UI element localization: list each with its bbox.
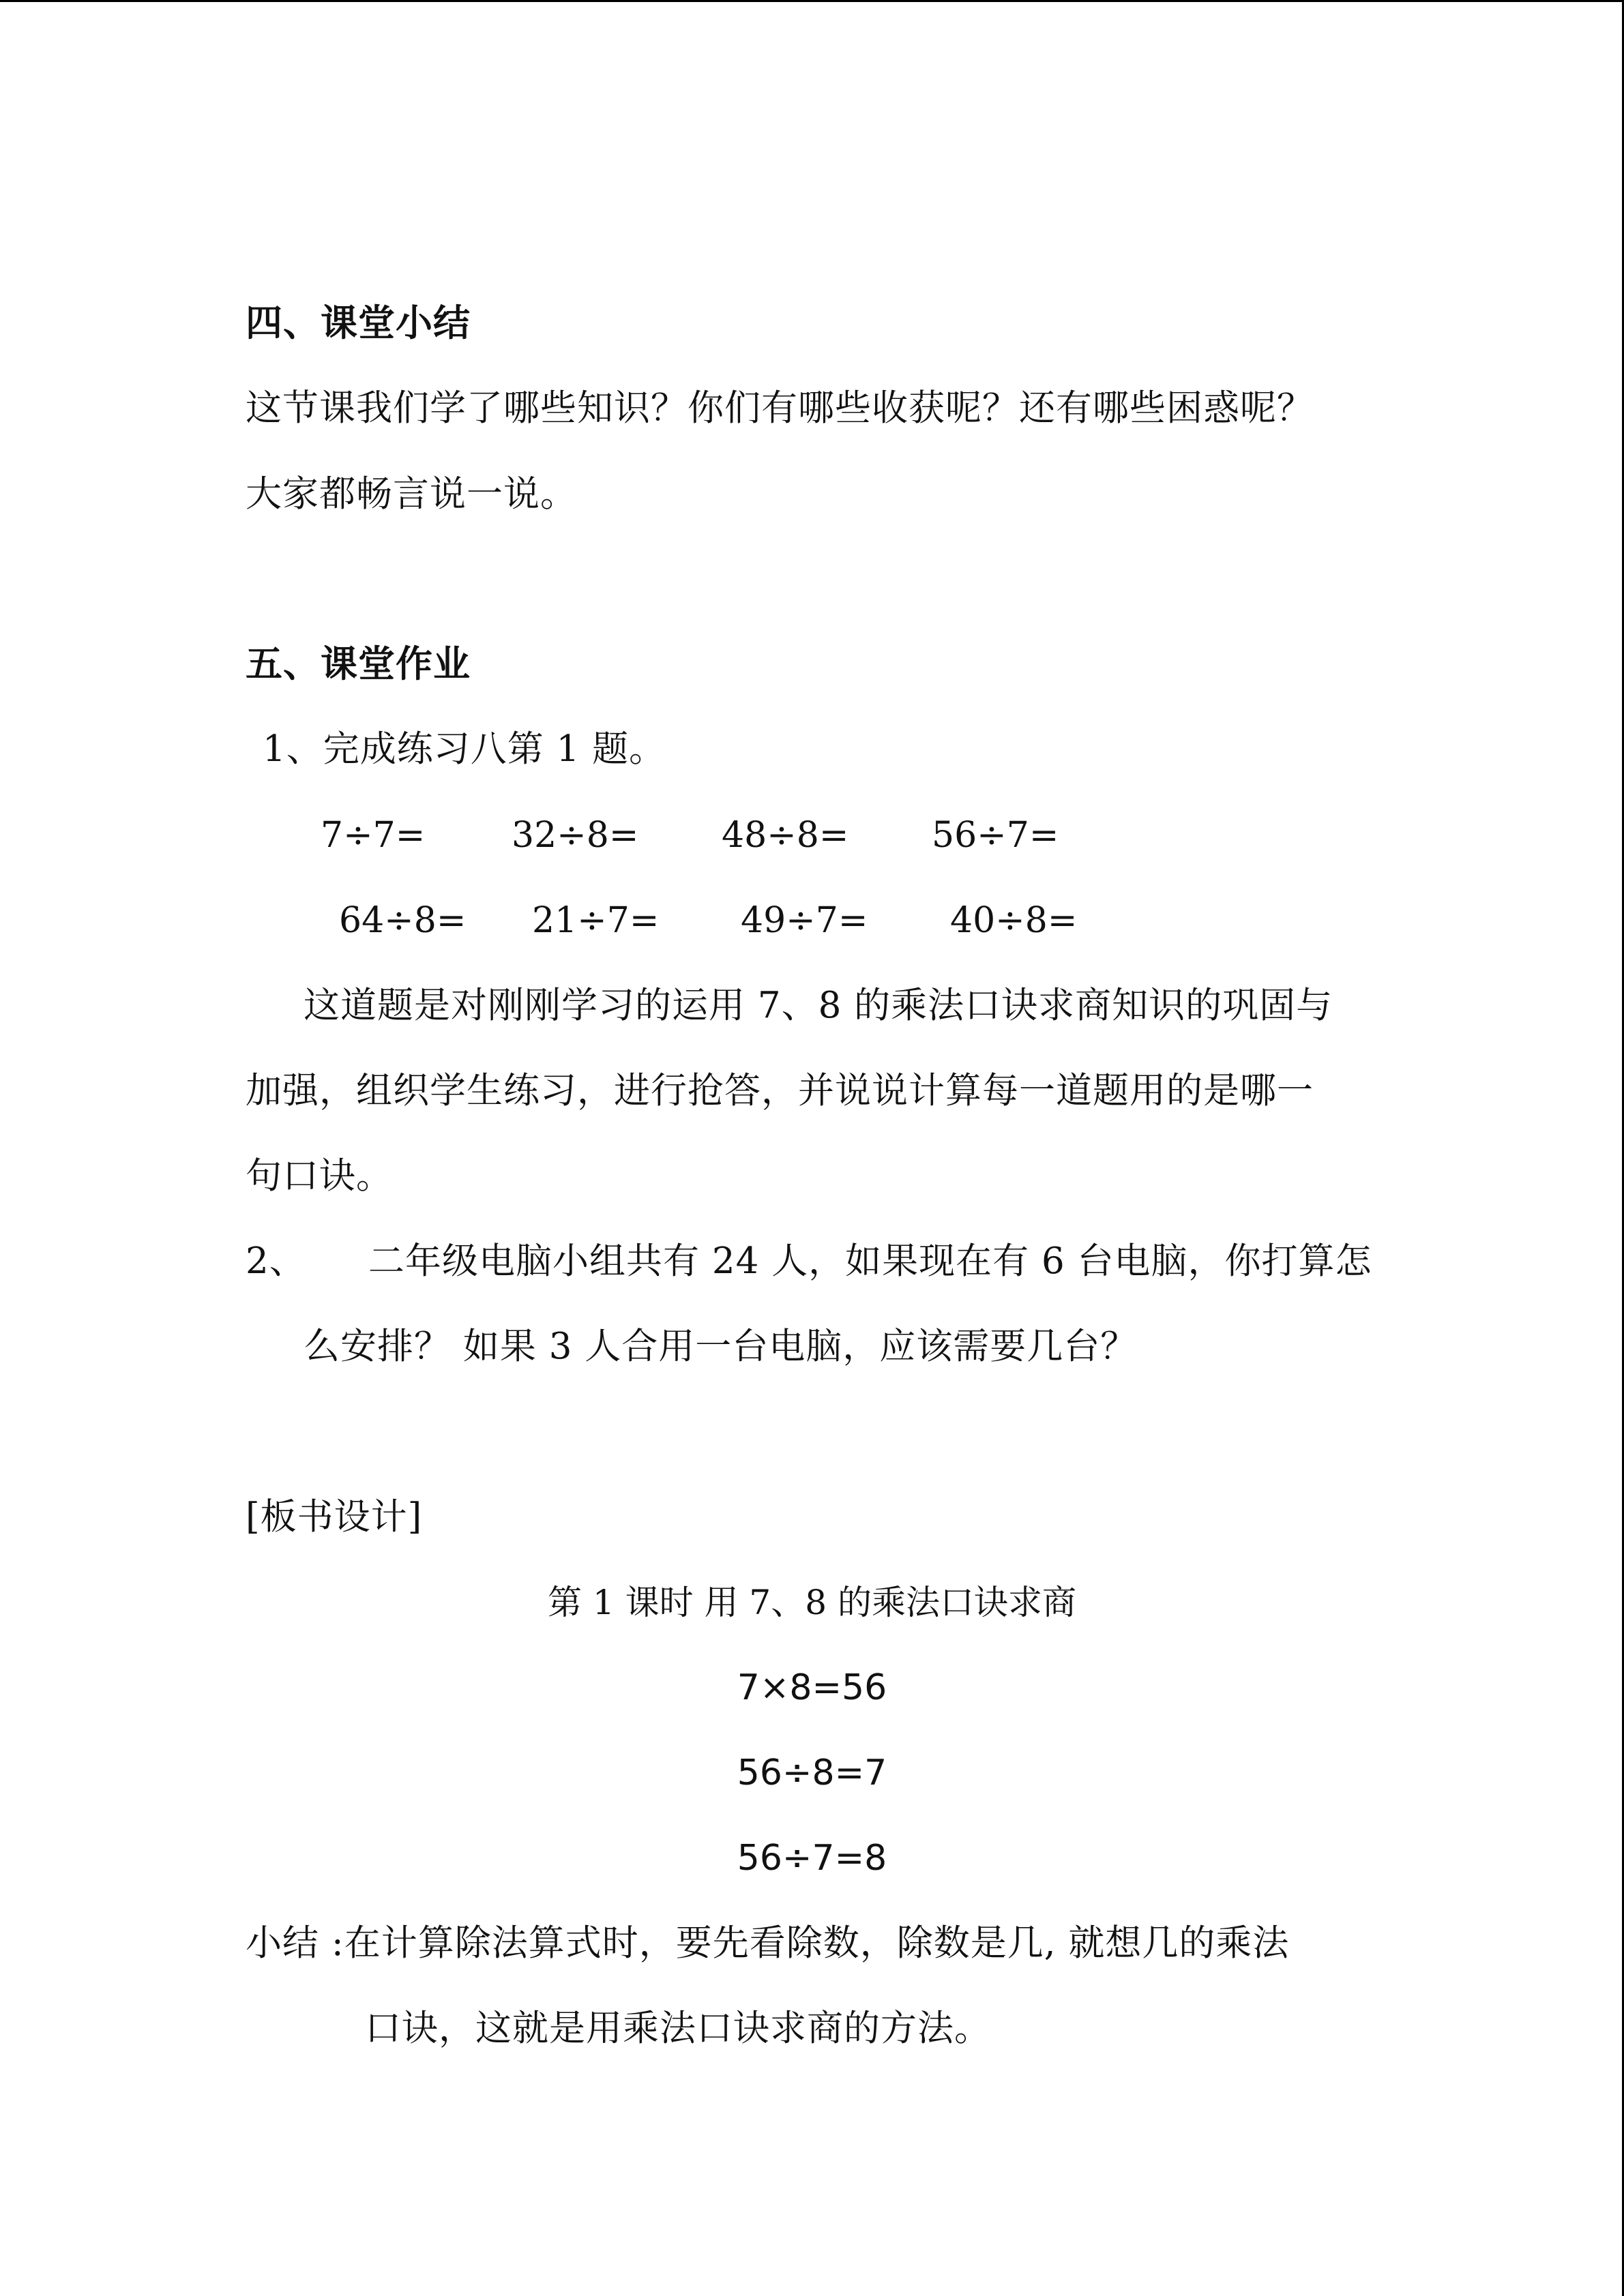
board-equation: 7×8=56 (737, 1667, 887, 1708)
board-design-label: [板书设计] (246, 1496, 423, 1538)
equation: 40÷8= (950, 900, 1078, 941)
homework-item-2-line-1: 二年级电脑小组共有 24 人，如果现在有 6 台电脑，你打算怎 (368, 1240, 1372, 1282)
explanation-line-1: 这道题是对刚刚学习的运用 7、8 的乘法口诀求商知识的巩固与 (304, 985, 1333, 1026)
board-equation: 56÷7=8 (737, 1838, 887, 1879)
section-4-paragraph-line-1: 这节课我们学了哪些知识？你们有哪些收获呢？还有哪些困惑呢？ (246, 387, 1314, 429)
homework-item-1: 1、完成练习八第 1 题。 (263, 728, 666, 770)
explanation-line-2: 加强，组织学生练习，进行抢答，并说说计算每一道题用的是哪一 (246, 1070, 1314, 1112)
equation: 7÷7= (321, 815, 426, 856)
equation: 64÷8= (339, 900, 467, 941)
equation: 48÷8= (722, 815, 849, 856)
section-4-paragraph-line-2: 大家都畅言说一说。 (246, 473, 577, 515)
explanation-line-3: 句口诀。 (246, 1155, 393, 1197)
summary-line-1: 小结 :在计算除法算式时，要先看除数，除数是几, 就想几的乘法 (246, 1922, 1290, 1964)
board-title: 第 1 课时 用 7、8 的乘法口诀求商 (548, 1583, 1076, 1622)
equation: 49÷7= (741, 900, 868, 941)
homework-item-2-number: 2、 (246, 1240, 306, 1282)
equation: 56÷7= (932, 815, 1059, 856)
board-equation: 56÷8=7 (737, 1753, 887, 1793)
equation: 21÷7= (532, 900, 660, 941)
summary-line-2: 口诀，这就是用乘法口诀求商的方法。 (365, 2008, 991, 2049)
page-border-top (0, 0, 1624, 2)
section-5-heading: 五、课堂作业 (246, 642, 471, 685)
section-4-heading: 四、课堂小结 (246, 301, 471, 344)
homework-item-2-line-2: 么安排？ 如果 3 人合用一台电脑，应该需要几台？ (304, 1326, 1138, 1367)
equation: 32÷8= (512, 815, 639, 856)
